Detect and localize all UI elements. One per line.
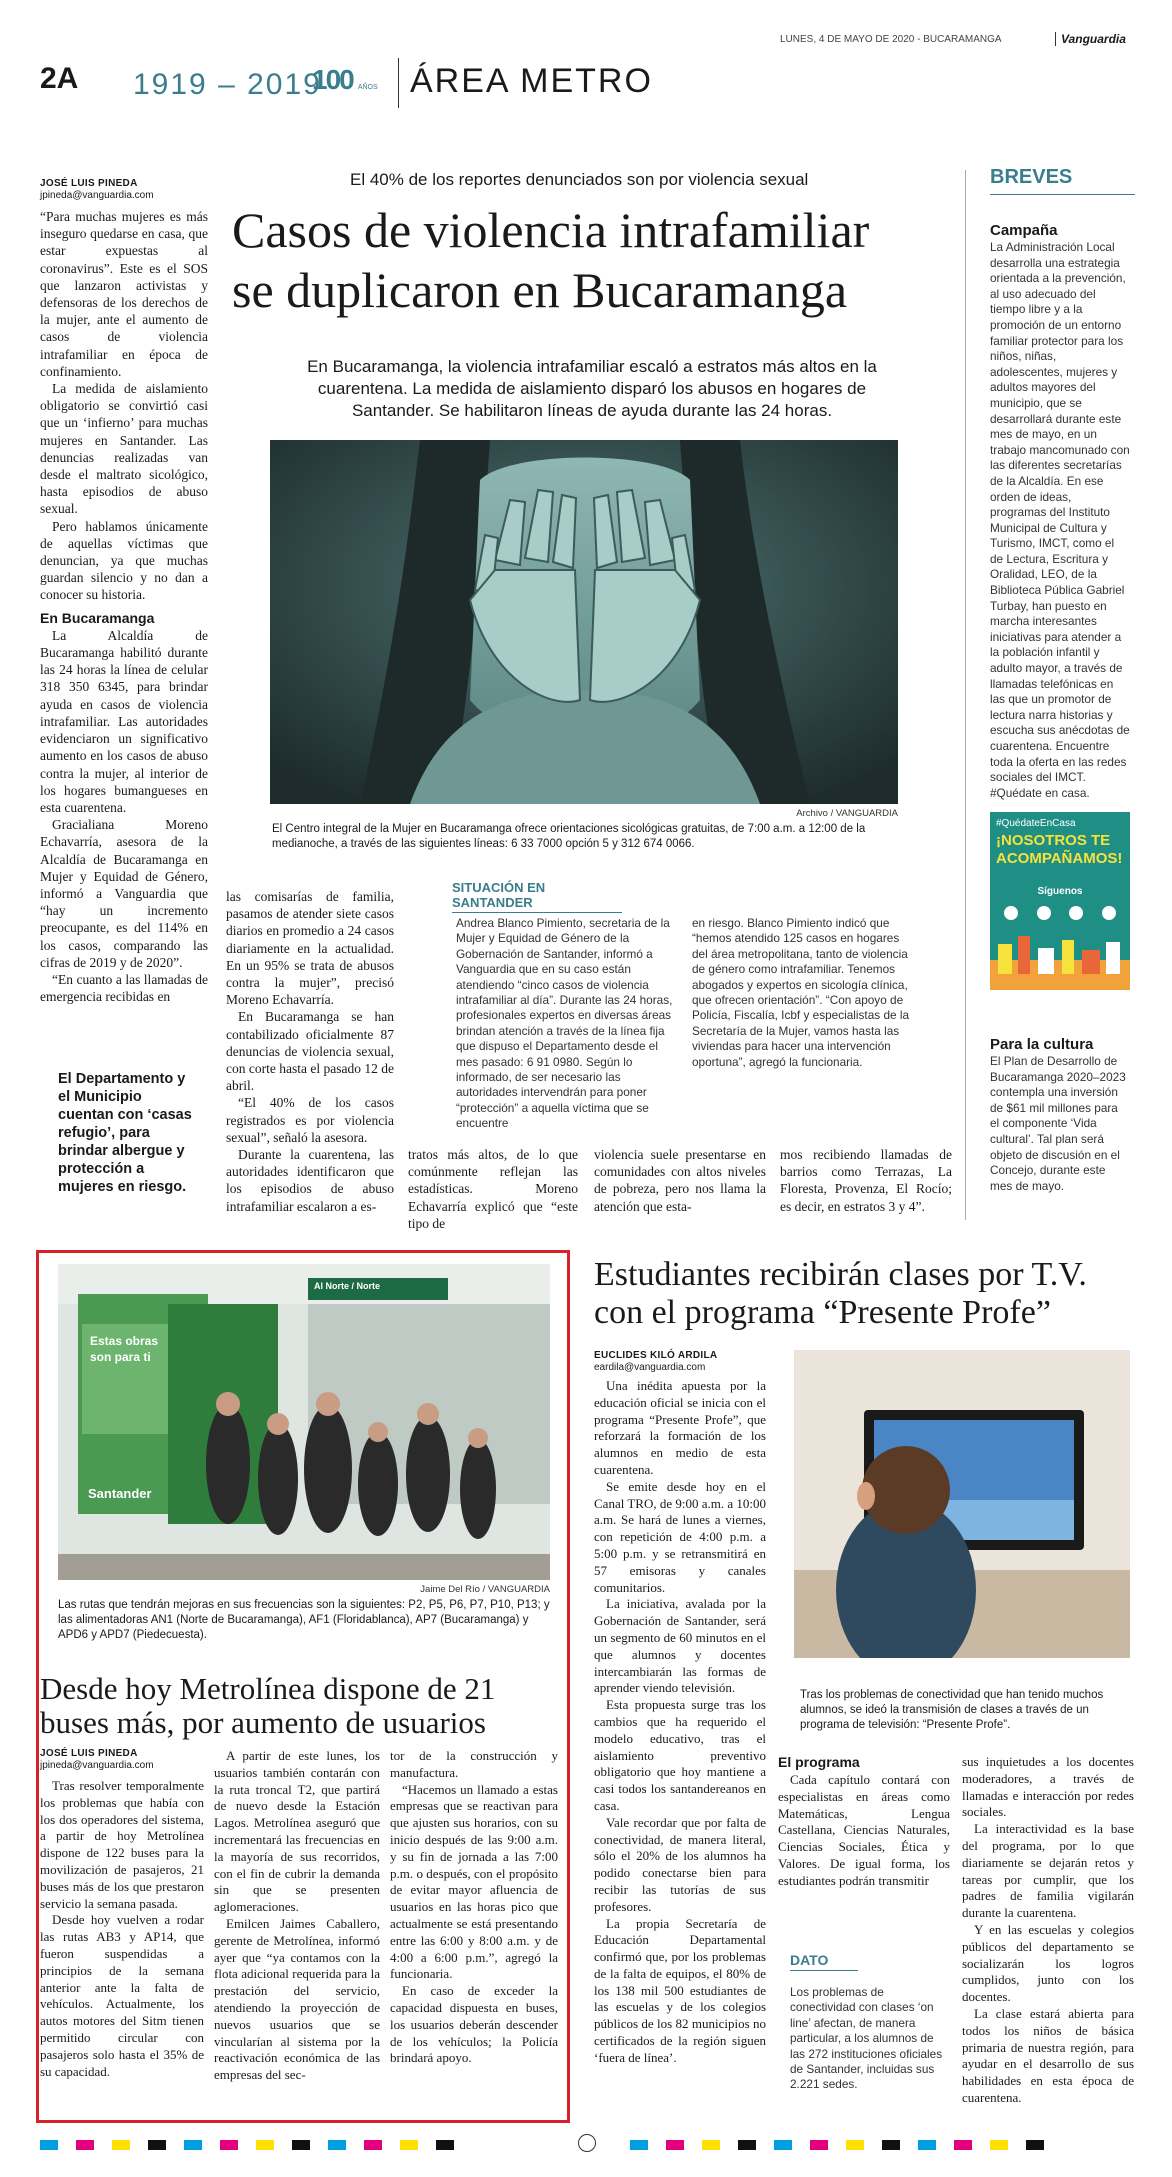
breves-title: BREVES	[990, 166, 1073, 188]
metrolinea-headline	[40, 1672, 560, 1740]
metrolinea-headline-line1: Desde hoy Metrolínea dispone de 21	[40, 1671, 496, 1706]
estudiantes-col3-paragraph: La clase estará abierta para todos los niños de básica primaria de nuestra región, para ayudar en el desarrollo de sus habilidades en esta época de cuarentena.	[962, 2005, 1134, 2105]
breves-item1-text: La Administración Local desarrolla una estrategia orientada a la prevención, al uso adecuado del tiempo libre y a la promoción de un entorno familiar protector para los niños, niñas, adolescentes, mujeres y adultos mayores del municipio, que se desarrollará durante este mes de mayo, en un trabajo mancomunado con las diferentes secretarías de la Alcaldía. En ese orden de ideas, programas del Instituto Municipal de Cultura y Turismo, IMCT, como el de Lectura, Escritura y Oralidad, LEO, de la Biblioteca Pública Gabriel Turbay, han puesto en marcha interesantes iniciativas para atender a la población infantil y adulto mayor, a través de llamadas telefónicas en las que un promotor de lectura narra historias y escucha sus anécdotas de cuarentena. Encuentre toda la oferta en las redes sociales del IMCT. #Quédate en casa.	[990, 240, 1130, 800]
page-number: 2A	[40, 62, 79, 95]
metrolinea-email: jpineda@vanguardia.com	[40, 1760, 154, 1771]
breves-item2-title: Para la cultura	[990, 1036, 1094, 1053]
estudiantes-photo	[794, 1350, 1130, 1658]
ad-hashtag: #QuédateEnCasa	[996, 818, 1076, 829]
main-email: jpineda@vanguardia.com	[40, 190, 154, 201]
situacion-title: SITUACIÓN EN SANTANDER	[452, 880, 622, 913]
estudiantes-email: eardila@vanguardia.com	[594, 1362, 706, 1373]
main-col2-paragraph: En Bucaramanga se han contabilizado oficialmente 87 denuncias de violencia sexual, con corte hasta el pasado 12 de abril.	[226, 1009, 394, 1094]
youtube-icon	[1102, 906, 1116, 920]
main-column-2	[226, 888, 394, 1215]
estudiantes-col3-paragraph: sus inquietudes a los docentes moderadores, a través de llamadas e interacción por redes sociales.	[962, 1754, 1134, 1820]
main-col2-paragraph: “El 40% de los casos registrados es por violencia sexual”, señaló la asesora.	[226, 1095, 394, 1145]
metrolinea-station-label: Santander	[88, 1486, 152, 1501]
ad-line1: ¡NOSOTROS TE	[996, 832, 1111, 849]
estudiantes-col1-paragraph: La propia Secretaría de Educación Departamental confirmó que, por los problemas de la falta de equipos, el 80% de los 138 mil 500 estudiantes de las escuelas y de los colegios públicos de los 82 municipios no certificados de la región siguen ‘fuera de línea’.	[594, 1915, 766, 2065]
metrolinea-sign-2: son para ti	[90, 1350, 151, 1364]
metrolinea-photo-caption: Las rutas que tendrán mejoras en sus frecuencias son la siguientes: P2, P5, P6, P7, P10, P13; y las alimentadoras AN1 (Norte de Bucaramanga), AF1 (Floridablanca), AP7 (Bucaramanga) y APD6 y APD7 (Piedecuesta).	[58, 1599, 550, 1641]
main-byline	[40, 178, 154, 202]
metrolinea-col3-paragraph: En caso de exceder la capacidad dispuesta en buses, los usuarios deberán descender de los vehículos; la Policía brindará apoyo.	[390, 1983, 558, 2066]
main-headline-line2: se duplicaron en Bucaramanga	[232, 262, 848, 318]
main-col2-paragraph: Durante la cuarentena, las autoridades identificaron que los episodios de abuso intrafamiliar escalaron a es-	[226, 1147, 394, 1214]
centenary-logo	[312, 64, 382, 100]
estudiantes-col3-paragraph: La interactividad es la base del programa, por lo que diariamente se dejarán retos y tareas por cumplir, que los padres de familia vigilarán durante la cuarentena.	[962, 1821, 1134, 1921]
registration-crosshair-icon	[578, 2134, 596, 2152]
color-registration-bar-left	[40, 2140, 540, 2150]
main-kicker: El 40% de los reportes denunciados son por violencia sexual	[350, 170, 809, 189]
metrolinea-photo-credit: Jaime Del Río / VANGUARDIA	[420, 1584, 550, 1595]
city-skyline-illustration	[990, 930, 1130, 990]
main-col1-paragraph: “Para muchas mujeres es más inseguro quedarse en casa, que estar expuestas al coronavirus”. Este es el SOS que lanzaron activistas y defensoras de los derechos de la mujer, ante el aumento de casos de violencia intrafamiliar en época de confinamiento.	[40, 209, 208, 379]
estudiantes-column-2	[778, 1772, 950, 1890]
years-label: 1919 – 2019	[133, 68, 322, 101]
metrolinea-byline	[40, 1748, 154, 1772]
centenary-logo-sub: AÑOS	[357, 84, 378, 91]
main-col1-paragraph: La Alcaldía de Bucaramanga habilitó durante las 24 horas la línea de celular 318 350 6345, para brindar ayuda en casos de violencia intrafamiliar. Las autoridades evidenciaron un significativo aumento en los casos de abuso contra la mujer, al interior de los hogares bumangueses en esta cuarentena.	[40, 627, 208, 815]
metrolinea-column-3	[390, 1748, 558, 2067]
main-col1-paragraph: Gracialiana Moreno Echavarría, asesora de la Alcaldía de Bucaramanga en Mujer y Equidad de Género, informó a Vanguardia que “hay un incremento preocupante, es del 114% en los casos, comparando las cifras de 2019 y de 2020”.	[40, 817, 208, 970]
metrolinea-col2-paragraph: Emilcen Jaimes Caballero, gerente de Metrolínea, informó ayer que “ya contamos con la flota adicional requerida para la prestación del servicio, atendiendo la proyección de nuevos usuarios que se vincularían al sistema por la reactivación económica de las empresas del sec-	[214, 1915, 380, 2083]
ad-social-icons	[1004, 906, 1116, 920]
estudiantes-col1-paragraph: Vale recordar que por falta de conectividad, de manera literal, sólo el 20% de los alumnos ha podido conectarse bien para recibir las tutorías de sus profesores.	[594, 1814, 766, 1914]
color-registration-bar-right	[630, 2140, 1130, 2150]
woman-covering-face-image	[270, 440, 898, 804]
dato-text: Los problemas de conectividad con clases ‘on line’ afectan, de manera particular, a los alumnos de las 272 instituciones oficiales de Santander, incluidas sus 2.221 sedes.	[790, 1985, 943, 2092]
estudiantes-col1-paragraph: Se emite desde hoy en el Canal TRO, de 9:00 a.m. a 10:00 a.m. Se hará de lunes a viernes, con repetición de 4:00 p.m. a 5:00 p.m. y se retransmitirá en 57 emisoras y canales comunitarios.	[594, 1478, 766, 1595]
ad-line2: ACOMPAÑAMOS!	[996, 850, 1123, 867]
estudiantes-author: EUCLIDES KILÓ ARDILA	[594, 1350, 718, 1361]
twitter-icon	[1069, 906, 1083, 920]
estudiantes-column-3	[962, 1754, 1134, 2107]
metrolinea-col3-paragraph: tor de la construcción y manufactura.	[390, 1748, 558, 1780]
dateline: LUNES, 4 DE MAYO DE 2020 - BUCARAMANGA	[780, 34, 1002, 45]
main-col2-paragraph: las comisarías de familia, pasamos de atender siete casos diarios en promedio a 24 casos diariamente en la actualidad. En un 95% se trata de abusos contra la mujer”, precisó Moreno Echavarría.	[226, 889, 394, 1008]
dato-box	[790, 1952, 950, 2093]
metrolinea-headline-line2: buses más, por aumento de usuarios	[40, 1705, 486, 1740]
header-divider	[398, 58, 399, 108]
main-column-1	[40, 208, 208, 1005]
breves-item1-title: Campaña	[990, 222, 1058, 239]
main-photo-credit: Archivo / VANGUARDIA	[796, 808, 898, 819]
main-col1-subhead: En Bucaramanga	[40, 609, 155, 626]
breves-ad	[990, 812, 1130, 990]
metrolinea-sign-1: Estas obras	[90, 1334, 159, 1348]
main-col5-paragraph: mos recibiendo llamadas de barrios como Terrazas, La Floresta, Provenza, El Rocío; es decir, en estratos 3 y 4”.	[780, 1147, 952, 1214]
main-headline	[232, 200, 952, 320]
estudiantes-byline	[594, 1350, 717, 1374]
section-title: ÁREA METRO	[410, 62, 653, 100]
main-col3-paragraph: tratos más altos, de lo que comúnmente reflejan las estadísticas. Moreno Echavarría explicó que “este tipo de	[408, 1147, 578, 1231]
breves-item2-text: El Plan de Desarrollo de Bucaramanga 2020–2023 contempla una inversión de $61 mil millones para el componente ‘Vida cultural’. Tal plan será objeto de discusión en el Concejo, durante este mes de mayo.	[990, 1054, 1126, 1193]
masthead-small: Vanguardia	[1055, 32, 1126, 46]
estudiantes-col3-paragraph: Y en las escuelas y colegios públicos del departamento se socializarán los logros cumplidos, junto con los docentes.	[962, 1921, 1134, 2005]
estudiantes-subhead: El programa	[778, 1754, 860, 1770]
main-col1-paragraph: “En cuanto a las llamadas de emergencia recibidas en	[40, 971, 208, 1005]
breves-underline	[990, 194, 1135, 195]
estudiantes-col1-paragraph: Una inédita apuesta por la educación oficial se inicia con el programa “Presente Profe”, que reforzará la formación de los alumnos en medio de esta cuarentena.	[594, 1378, 766, 1477]
main-col4-paragraph: violencia suele presentarse en comunidades con altos niveles de pobreza, pero nos llama la atención que esta-	[594, 1147, 766, 1214]
metrolinea-sign-top: Al Norte / Norte	[314, 1281, 381, 1291]
dato-title: DATO	[790, 1952, 858, 1971]
ad-follow: Síguenos	[1037, 886, 1083, 897]
metrolinea-column-1	[40, 1778, 204, 2080]
estudiantes-photo-caption: Tras los problemas de conectividad que han tenido muchos alumnos, se ideó la transmisión de clases a través de un programa de televisión: “Presente Profe”.	[800, 1689, 1104, 1731]
estudiantes-headline	[594, 1256, 1154, 1332]
centenary-logo-text: 100	[312, 64, 353, 95]
metrolinea-author: JOSÉ LUIS PINEDA	[40, 1748, 138, 1759]
main-headline-line1: Casos de violencia intrafamiliar	[232, 202, 870, 258]
situacion-box	[452, 880, 922, 1142]
estudiantes-column-1	[594, 1378, 766, 2067]
situacion-col-2: en riesgo. Blanco Pimiento indicó que “hemos atendido 125 casos en hogares del área metropolitana, tanto de violencia de género como intrafamiliar. Tenemos abogados y expertos en sicología clínica, que ofrecen orientación”. “Con apoyo de Policía, Fiscalía, Icbf y especialistas de la Secretaría de la Mujer, vamos hasta las viviendas para hacer una intervención oportuna”, agregó la funcionaria.	[692, 916, 910, 1069]
child-watching-tv-image	[794, 1350, 1130, 1658]
metrolinea-photo	[58, 1264, 550, 1580]
metrolinea-col1-paragraph: Desde hoy vuelven a rodar las rutas AB3 y AP14, que fueron suspendidas a principios de la semana anterior ante la falta de vehículos. Actualmente, los autos motores del Sitm tienen permitido circular con pasajeros solo hasta el 35% de su capacidad.	[40, 1912, 204, 2079]
main-column-4	[594, 1146, 766, 1215]
main-column-5	[780, 1146, 952, 1215]
estudiantes-col1-paragraph: Esta propuesta surge tras los cambios que ha requerido el modelo educativo, tras el aislamiento preventivo obligatorio que hoy mantiene a casi todos los santandereanos en casa.	[594, 1697, 766, 1813]
main-photo	[270, 440, 898, 804]
situacion-col-1: Andrea Blanco Pimiento, secretaria de la Mujer y Equidad de Género de la Gobernación de Santander, informó a Vanguardia que en su caso están atendiendo “cinco casos de violencia intrafamiliar al día”. Durante las 24 horas, profesionales expertos en diversas áreas brindan atención a través de la línea fija que dispuso el Departamento desde el mes pasado: 6 91 0980. Según lo informado, de ser necesario las autoridades intervendrán para poner “protección” a aquella víctima que se encuentre	[456, 916, 673, 1131]
main-col1-paragraph: Pero hablamos únicamente de aquellas víctimas que denuncian, ya que muchas guardan silencio y no dan a conocer su historia.	[40, 518, 208, 603]
bus-station-image	[58, 1264, 550, 1580]
facebook-icon	[1004, 906, 1018, 920]
instagram-icon	[1037, 906, 1051, 920]
main-author: JOSÉ LUIS PINEDA	[40, 178, 138, 189]
main-photo-caption: El Centro integral de la Mujer en Bucaramanga ofrece orientaciones sicológicas gratuitas, de 7:00 a.m. a 12:00 de la medianoche, a través de las siguientes líneas: 6 33 7000 opción 5 y 312 674 0066.	[272, 823, 866, 850]
main-column-3	[408, 1146, 578, 1232]
estudiantes-col1-paragraph: La iniciativa, avalada por la Gobernación de Santander, será un segmento de 60 minutos en el que alumnos y docentes intercambiarán las formas de aprender viendo televisión.	[594, 1596, 766, 1696]
estudiantes-headline-line2: con el programa “Presente Profe”	[594, 1294, 1051, 1331]
metrolinea-column-2	[214, 1748, 380, 2084]
metrolinea-col2-paragraph: A partir de este lunes, los usuarios también contarán con la ruta troncal T2, que partirá de nuevo desde la Estación Lagos. Metrolínea aseguró que incrementará las frecuencias en la mayoría de sus recorridos, con el fin de cubrir la demanda sin que se presenten aglomeraciones.	[214, 1748, 380, 1915]
metrolinea-col3-paragraph: “Hacemos un llamado a estas empresas que se reactivan para que ajusten sus horarios, con su inicio después de las 9:00 a.m. y su fin de jornada a las 7:00 p.m. o después, con el propósito de evitar mayor afluencia de usuarios en las horas pico que actualmente se está presentando entre las 6:00 y 8:00 a.m. y de 4:00 a 6:00 p.m.”, agregó la funcionaria.	[390, 1781, 558, 1982]
pull-quote: El Departamento y el Municipio cuentan con ‘casas refugio’, para brindar albergue y protección a mujeres en riesgo.	[58, 1071, 192, 1195]
metrolinea-col1-paragraph: Tras resolver temporalmente los problemas que había con los dos operadores del sistema, a partir de hoy Metrolínea dispone de 122 buses para la movilización de pasajeros, 21 buses más de los que prestaron servicio la semana pasada.	[40, 1778, 204, 1911]
estudiantes-col2-paragraph: Cada capítulo contará con especialistas en áreas como Matemáticas, Lengua Castellana, Ciencias Naturales, Ciencias Sociales, Ética y Valores. De igual forma, los estudiantes podrán transmitir	[778, 1772, 950, 1888]
main-col1-paragraph: La medida de aislamiento obligatorio se convirtió casi que un ‘infierno’ para muchas mujeres en Santander. Las denuncias realizadas van desde el maltrato sicológico, hasta episodios de abuso sexual.	[40, 381, 208, 517]
main-lead: En Bucaramanga, la violencia intrafamiliar escaló a estratos más altos en la cuarentena. La medida de aislamiento disparó los abusos en hogares de Santander. Se habilitaron líneas de ayuda durante las 24 horas.	[307, 357, 877, 420]
estudiantes-headline-line1: Estudiantes recibirán clases por T.V.	[594, 1256, 1087, 1293]
breves-rule	[965, 170, 966, 1220]
